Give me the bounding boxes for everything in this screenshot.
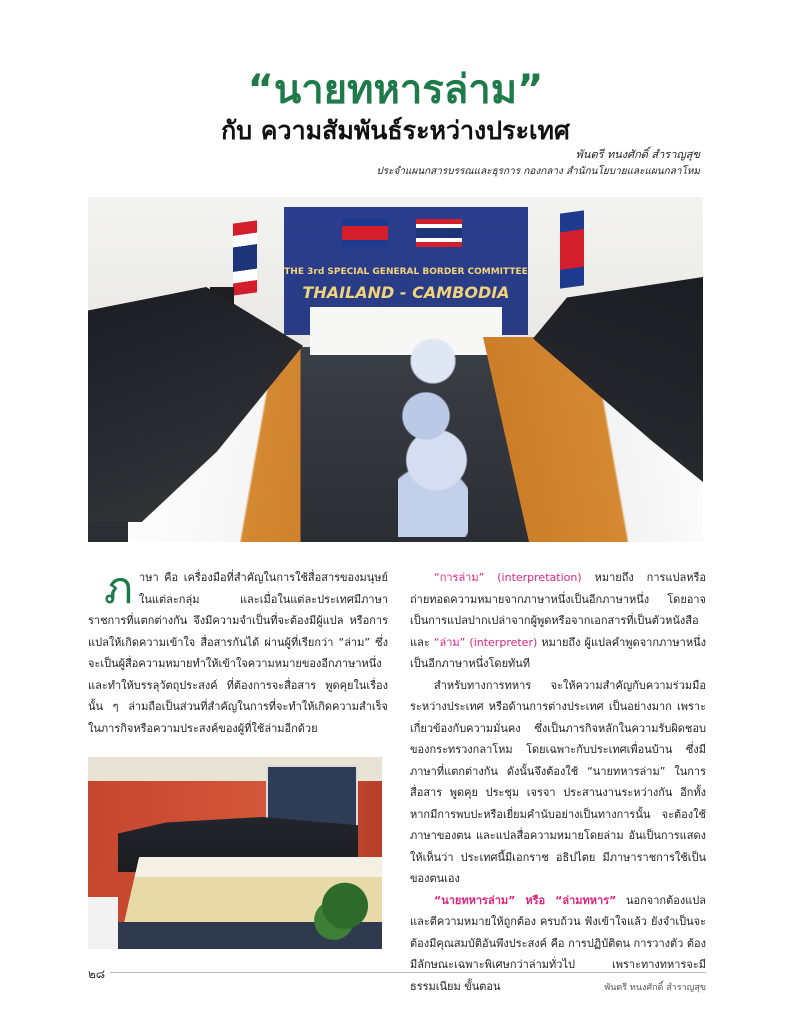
article-subtitle: กับ ความสัมพันธ์ระหว่างประเทศ <box>221 116 570 145</box>
flower-decoration <box>398 317 468 537</box>
photo2-chair <box>88 897 118 949</box>
article-title: “นายทหารล่าม” <box>247 67 544 113</box>
page-number: ๒๘ <box>88 967 106 981</box>
right-column <box>410 567 706 997</box>
banner-line-2: THAILAND - CAMBODIA <box>302 283 510 302</box>
term-interpreter: “ล่าม” (interpreter) <box>433 635 538 649</box>
meeting-room-photo <box>88 757 382 949</box>
banner-cambodia-flag-icon <box>342 219 388 247</box>
footer-divider <box>110 972 706 973</box>
term-military-interpreter: “นายทหารล่าม” หรือ “ล่ามทหาร” <box>434 893 617 907</box>
author-department: ประจำแผนกสารบรรณและธุรการ กองกลาง สำนักนโยบายและแผนกลาโหม <box>376 166 700 177</box>
military-paragraph: สำหรับทางการทหาร จะให้ความสำคัญกับความร่วมมือระหว่างประเทศ หรือด้านการต่างประเทศ เป็นอย่างมาก เพราะเกี่ยวข้องกับความมั่นคง ซึ่งเป็นภารกิจหลักในความรับผิดชอบของกระทรวงกลาโหม โดยเฉพาะกับประเทศเพื่อนบ้าน ซึ่งมีภาษาที่แตกต่างกัน ดังนั้นจึงต้องใช้ “นายทหารล่าม” ในการสื่อสาร พูดคุย ประชุม เจรจา ประสานงานระหว่างกัน อีกทั้ง หากมีการพบปะหรือเยี่ยมคำนับอย่างเป็นทางการนั้น จะต้องใช้ภาษาของตน และแปลสื่อความหมายโดยล่าม อันเป็นการแสดงให้เห็นว่า ประเทศนี้มีเอกราช อธิปไตย มีภาษาราชการใช้เป็นของตนเอง <box>410 678 706 885</box>
cambodia-flag-icon <box>560 210 584 288</box>
author-name: พันตรี ทนงศักดิ์ สำราญสุข <box>575 148 700 161</box>
banner-thailand-flag-icon <box>416 219 462 247</box>
term-interpretation: “การล่าม” (interpretation) <box>434 571 582 584</box>
intro-paragraph: าษา คือ เครื่องมือที่สำคัญในการใช้สื่อสารของมนุษย์ในแต่ละกลุ่ม และเมื่อในแต่ละประเทศมีภาษาราชการที่แตกต่างกัน จึงมีความจำเป็นที่จะต้องมีผู้แปล หรือการแปลให้เกิดความเข้าใจ สื่อสารกันได้ ผ่านผู้ที่เรียกว่า “ล่าม” ซึ่งจะเป็นผู้สื่อความหมายทำให้เข้าใจความหมายของอีกภาษาหนึ่ง และทำให้บรรลุวัตถุประสงค์ ที่ต้องการจะสื่อสาร พูดคุยในเรื่องนั้น ๆ ล่ามถือเป็นส่วนที่สำคัญในการที่จะทำให้เกิดความสำเร็จในภารกิจหรือความประสงค์ของผู้ที่ใช้ล่ามอีกด้วย <box>88 571 388 735</box>
footer-author: พันตรี ทนงศักดิ์ สำราญสุข <box>604 983 706 993</box>
thailand-flag-icon <box>233 220 257 295</box>
definition-paragraph: “การล่าม” (interpretation) หมายถึง การแปลหรือถ่ายทอดความหมายจากภาษาหนึ่งเป็นอีกภาษาหนึ่ง โดยอาจเป็นการแปลปากเปล่าจากผู้พูดหรือจากเอกสารที่เป็นตัวหนังสือ และ “ล่าม” (interpreter) หมายถึง ผู้แปลคำพูดจากภาษาหนึ่งเป็นอีกภาษาหนึ่งโดยทันที <box>410 571 706 670</box>
drop-cap: ภ <box>104 563 134 614</box>
left-column <box>88 563 388 739</box>
military-interpreter-paragraph: “นายทหารล่าม” หรือ “ล่ามทหาร” นอกจากต้องแปลและตีความหมายให้ถูกต้อง ครบถ้วน ฟังเข้าใจแล้ว ยังจำเป็นจะต้องมีคุณสมบัติอันพึงประสงค์ คือ การปฏิบัติตน การวางตัว ต้องมีลักษณะเฉพาะพิเศษกว่าล่ามทั่วไป เพราะทางทหารจะมีธรรมเนียม ขั้นตอน <box>410 893 707 993</box>
meeting-photo <box>88 197 703 542</box>
plant-decoration <box>308 877 382 949</box>
banner-line-1: THE 3rd SPECIAL GENERAL BORDER COMMITTEE <box>284 267 528 277</box>
